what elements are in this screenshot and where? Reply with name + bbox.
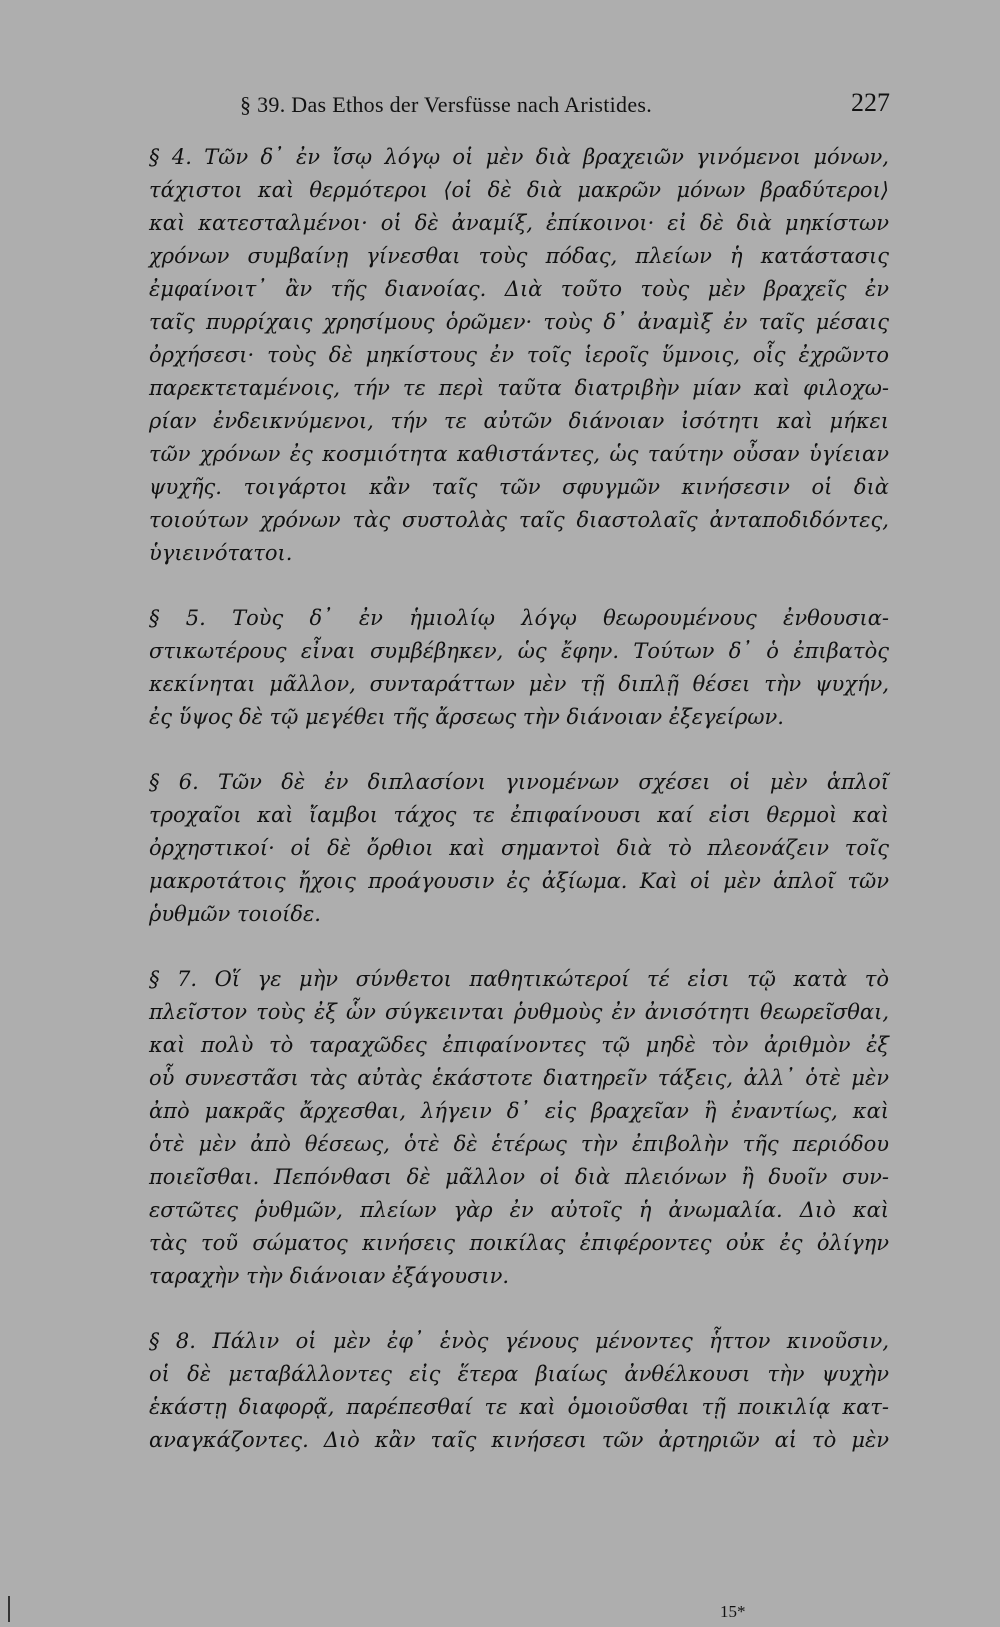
margin-rule: [8, 1596, 10, 1622]
text-line: ὀρχηστικοί· οἱ δὲ ὄρθιοι καὶ σημαντοὶ διὰ τὸ πλεονάζειν τοῖς: [149, 836, 889, 860]
text-line: τροχαῖοι καὶ ἴαμβοι τάχος τε ἐπιφαίνουσι καί εἰσι θερμοὶ καὶ: [149, 803, 889, 827]
text-line: καὶ κατεσταλμένοι· οἱ δὲ ἀναμίξ, ἐπίκοινοι· εἰ δὲ διὰ μηκίστων: [149, 211, 889, 235]
text-line: κεκίνηται μᾶλλον, συνταράττων μὲν τῇ διπλῇ θέσει τὴν ψυχήν,: [149, 672, 889, 696]
page-number: 227: [851, 88, 890, 117]
text-line: εστῶτες ῥυθμῶν, πλείων γὰρ ἐν αὐτοῖς ἡ ἀνωμαλία. Διὸ καὶ: [149, 1198, 889, 1222]
text-line: τὰς τοῦ σώματος κινήσεις ποικίλας ἐπιφέροντες οὐκ ἐς ὀλίγην: [149, 1231, 889, 1255]
text-line: ἑκάστῃ διαφορᾷ, παρέπεσθαί τε καὶ ὁμοιοῦσθαι τῇ ποικιλίᾳ κατ-: [149, 1395, 889, 1419]
text-line: § 8. Πάλιν οἱ μὲν ἐφ᾽ ἑνὸς γένους μένοντες ἧττον κινοῦσιν,: [149, 1329, 889, 1353]
text-line: ρίαν ἐνδεικνύμενοι, τήν τε αὐτῶν διάνοιαν ἰσότητι καὶ μήκει: [149, 409, 889, 433]
text-line: § 4. Τῶν δ᾽ ἐν ἴσῳ λόγῳ οἱ μὲν διὰ βραχειῶν γινόμενοι μόνων,: [149, 145, 889, 169]
text-line: ἐμφαίνοιτ᾽ ἂν τῆς διανοίας. Διὰ τοῦτο τοὺς μὲν βραχεῖς ἐν: [149, 277, 889, 301]
text-line: ῥυθμῶν τοιοίδε.: [149, 902, 321, 926]
text-line: ἐς ὕψος δὲ τῷ μεγέθει τῆς ἄρσεως τὴν διάνοιαν ἐξεγείρων.: [149, 705, 784, 729]
text-line: ποιεῖσθαι. Πεπόνθασι δὲ μᾶλλον οἱ διὰ πλειόνων ἢ δυοῖν συν-: [149, 1165, 889, 1189]
text-line: παρεκτεταμένοις, τήν τε περὶ ταῦτα διατριβὴν μίαν καὶ φιλοχω-: [149, 376, 889, 400]
text-line: τάχιστοι καὶ θερμότεροι ⟨οἱ δὲ διὰ μακρῶν μόνων βραδύτεροι⟩: [149, 178, 889, 202]
text-line: στικωτέρους εἶναι συμβέβηκεν, ὡς ἔφην. Τούτων δ᾽ ὁ ἐπιβατὸς: [149, 639, 889, 663]
text-line: § 7. Οἵ γε μὴν σύνθετοι παθητικώτεροί τέ εἰσι τῷ κατὰ τὸ: [149, 967, 889, 991]
text-line: ψυχῆς. τοιγάρτοι κἂν ταῖς τῶν σφυγμῶν κινήσεσιν οἱ διὰ: [149, 475, 889, 499]
signature-mark: 15*: [720, 1602, 746, 1621]
text-line: χρόνων συμβαίνῃ γίνεσθαι τοὺς πόδας, πλείων ἡ κατάστασις: [149, 244, 889, 268]
text-line: ὀρχήσεσι· τοὺς δὲ μηκίστους ἐν τοῖς ἱεροῖς ὕμνοις, οἷς ἐχρῶντο: [149, 343, 889, 367]
text-line: τῶν χρόνων ἐς κοσμιότητα καθιστάντες, ὡς ταύτην οὖσαν ὑγίειαν: [149, 442, 889, 466]
text-line: καὶ πολὺ τὸ ταραχῶδες ἐπιφαίνοντες τῷ μηδὲ τὸν ἀριθμὸν ἐξ: [149, 1033, 889, 1057]
running-title: § 39. Das Ethos der Versfüsse nach Aristides.: [240, 92, 653, 117]
running-header: [240, 88, 890, 122]
text-line: αναγκάζοντες. Διὸ κἂν ταῖς κινήσεσι τῶν ἀρτηριῶν αἱ τὸ μὲν: [149, 1428, 889, 1452]
text-line: § 5. Τοὺς δ᾽ ἐν ἡμιολίῳ λόγῳ θεωρουμένους ἐνθουσια-: [149, 606, 889, 630]
text-line: ταραχὴν τὴν διάνοιαν ἐξάγουσιν.: [149, 1264, 510, 1288]
text-line: ὑγιεινότατοι.: [149, 541, 293, 565]
text-line: § 6. Τῶν δὲ ἐν διπλασίονι γινομένων σχέσει οἱ μὲν ἁπλοῖ: [149, 770, 889, 794]
text-line: μακροτάτοις ἤχοις προάγουσιν ἐς ἀξίωμα. Καὶ οἱ μὲν ἁπλοῖ τῶν: [149, 869, 889, 893]
text-line: πλεῖστον τοὺς ἐξ ὧν σύγκεινται ῥυθμοὺς ἐν ἀνισότητι θεωρεῖσθαι,: [149, 1000, 889, 1024]
text-line: ἀπὸ μακρᾶς ἄρχεσθαι, λήγειν δ᾽ εἰς βραχεῖαν ἢ ἐναντίως, καὶ: [149, 1099, 889, 1123]
text-line: ταῖς πυρρίχαις χρησίμους ὁρῶμεν· τοὺς δ᾽ ἀναμὶξ ἐν ταῖς μέσαις: [149, 310, 889, 334]
text-line: οὗ συνεστᾶσι τὰς αὐτὰς ἑκάστοτε διατηρεῖν τάξεις, ἀλλ᾽ ὁτὲ μὲν: [149, 1066, 889, 1090]
text-line: τοιούτων χρόνων τὰς συστολὰς ταῖς διαστολαῖς ἀνταποδιδόντες,: [149, 508, 889, 532]
text-line: οἱ δὲ μεταβάλλοντες εἰς ἕτερα βιαίως ἀνθέλκουσι τὴν ψυχὴν: [149, 1362, 889, 1386]
text-line: ὁτὲ μὲν ἀπὸ θέσεως, ὁτὲ δὲ ἑτέρως τὴν ἐπιβολὴν τῆς περιόδου: [149, 1132, 889, 1156]
